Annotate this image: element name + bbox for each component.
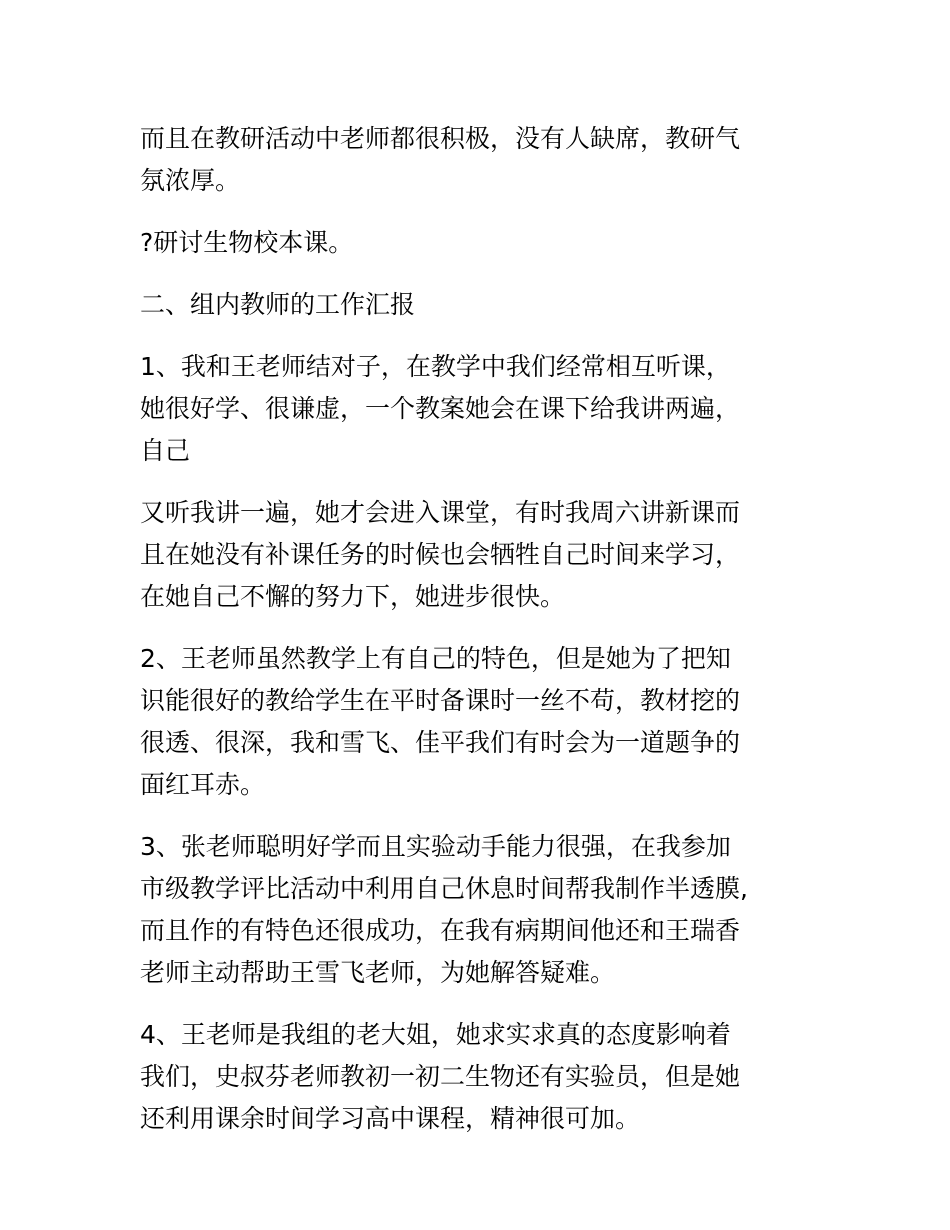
text-line: 在她自己不懈的努力下，她进步很快。 <box>140 582 566 611</box>
text-line: 二、组内教师的工作汇报 <box>140 290 416 319</box>
paragraph-intro <box>140 118 820 202</box>
paragraph-item-4 <box>140 1014 820 1140</box>
text-line: 市级教学评比活动中利用自己休息时间帮我制作半透膜, <box>140 874 748 903</box>
text-line: 很透、很深，我和雪飞、佳平我们有时会为一道题争的 <box>140 728 741 757</box>
paragraph-item-1 <box>140 346 820 472</box>
text-line: 又听我讲一遍，她才会进入课堂，有时我周六讲新课而 <box>140 498 741 527</box>
text-line: 自己 <box>140 436 191 465</box>
text-line: 4、王老师是我组的老大姐，她求实求真的态度影响着 <box>140 1020 731 1049</box>
text-line: 而且在教研活动中老师都很积极，没有人缺席，教研气 <box>140 124 741 153</box>
text-line: 1、我和王老师结对子，在教学中我们经常相互听课， <box>140 352 731 381</box>
document-page <box>140 118 820 1160</box>
paragraph-item-2 <box>140 638 820 806</box>
text-line: 还利用课余时间学习高中课程，精神很可加。 <box>140 1104 641 1133</box>
text-line: ?研讨生物校本课。 <box>140 228 354 257</box>
paragraph-item-1-continued <box>140 492 820 618</box>
text-line: 2、王老师虽然教学上有自己的特色，但是她为了把知 <box>140 644 731 673</box>
text-line: 面红耳赤。 <box>140 770 266 799</box>
text-line: 我们，史叔芬老师教初一初二生物还有实验员，但是她 <box>140 1062 741 1091</box>
paragraph-item <box>140 222 820 264</box>
section-heading <box>140 284 820 326</box>
paragraph-item-3 <box>140 826 820 994</box>
text-line: 且在她没有补课任务的时候也会牺牲自己时间来学习， <box>140 540 741 569</box>
text-line: 氛浓厚。 <box>140 166 241 195</box>
text-line: 而且作的有特色还很成功，在我有病期间他还和王瑞香 <box>140 916 741 945</box>
text-line: 识能很好的教给学生在平时备课时一丝不苟，教材挖的 <box>140 686 741 715</box>
text-line: 3、张老师聪明好学而且实验动手能力很强，在我参加 <box>140 832 731 861</box>
text-line: 老师主动帮助王雪飞老师，为她解答疑难。 <box>140 958 616 987</box>
text-line: 她很好学、很谦虚，一个教案她会在课下给我讲两遍， <box>140 394 741 423</box>
